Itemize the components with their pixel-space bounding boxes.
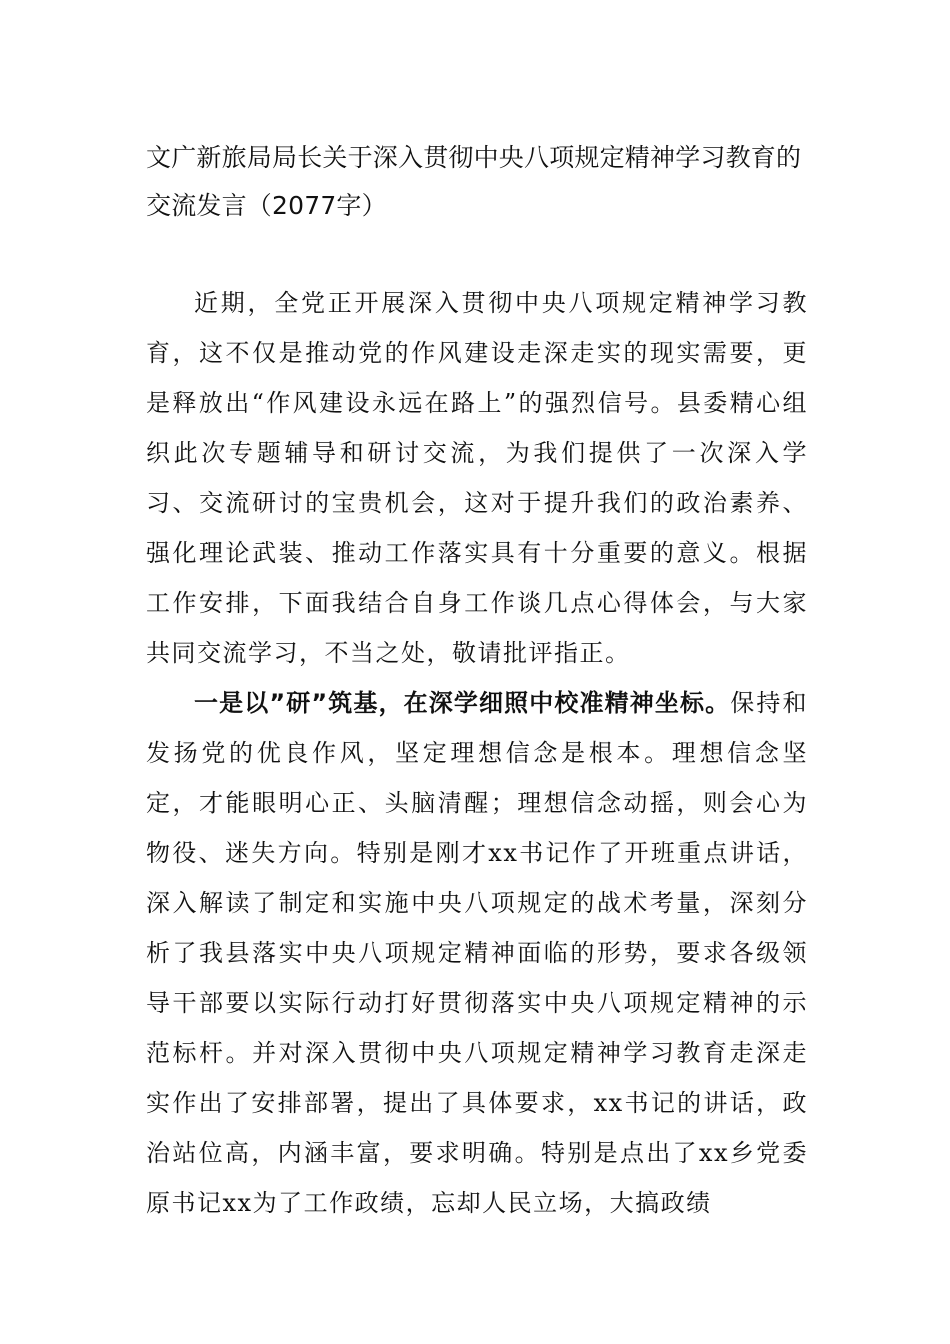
paragraph-text: 近期，全党正开展深入贯彻中央八项规定精神学习教育，这不仅是推动党的作风建设走深走实的现实需要，更是释放出“作风建设永远在路上”的强烈信号。县委精心组织此次专题辅导和研讨交流，为我们提供了一次深入学习、交流研讨的宝贵机会，这对于提升我们的政治素养、强化理论武装、推动工作落实具有十分重要的意义。根据工作安排，下面我结合自身工作谈几点心得体会，与大家共同交流学习，不当之处，敬请批评指正。 (146, 289, 808, 667)
document-body (146, 278, 808, 1228)
paragraph-lead: 一是以”研”筑基，在深学细照中校准精神坐标。 (194, 689, 731, 717)
paragraph-point-one (146, 678, 808, 1228)
paragraph-text: 保持和发扬党的优良作风，坚定理想信念是根本。理想信念坚定，才能眼明心正、头脑清醒；理想信念动摇，则会心为物役、迷失方向。特别是刚才xx书记作了开班重点讲话，深入解读了制定和实施中央八项规定的战术考量，深刻分析了我县落实中央八项规定精神面临的形势，要求各级领导干部要以实际行动打好贯彻落实中央八项规定精神的示范标杆。并对深入贯彻中央八项规定精神学习教育走深走实作出了安排部署，提出了具体要求，xx书记的讲话，政治站位高，内涵丰富，要求明确。特别是点出了xx乡党委原书记xx为了工作政绩，忘却人民立场，大搞政绩 (146, 689, 809, 1217)
document-title: 文广新旅局局长关于深入贯彻中央八项规定精神学习教育的交流发言（2077字） (146, 143, 802, 220)
paragraph-intro (146, 278, 808, 678)
